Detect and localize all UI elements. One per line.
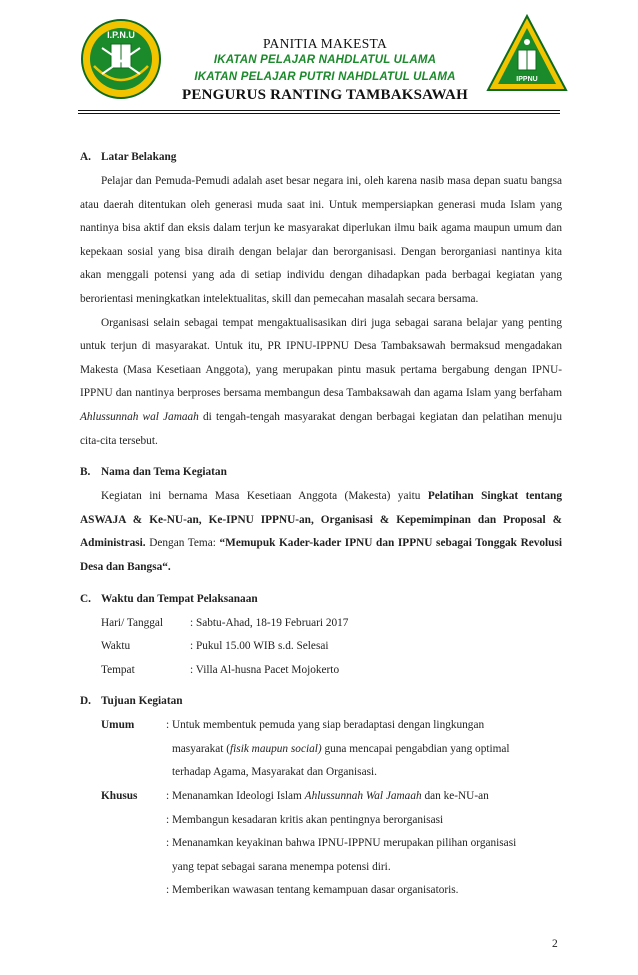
section-c-heading: C. Waktu dan Tempat Pelaksanaan: [80, 592, 258, 605]
objective-general: Umum : Untuk membentuk pemuda yang siap beradaptasi dengan lingkungan: [101, 719, 485, 732]
objective-specific-1: Khusus : Menanamkan Ideologi Islam Ahlussunnah Wal Jamaah dan ke-NU-an: [101, 790, 489, 803]
schedule-row-time: Waktu : Pukul 15.00 WIB s.d. Selesai: [101, 640, 329, 653]
schedule-row-date: Hari/ Tanggal : Sabtu-Ahad, 18-19 Februari 2017: [101, 616, 349, 629]
header-org-ipnu: IKATAN PELAJAR NAHDLATUL ULAMA: [213, 54, 437, 66]
section-b-heading: B. Nama dan Tema Kegiatan: [80, 466, 227, 479]
section-b-paragraph: Kegiatan ini bernama Masa Kesetiaan Anggota (Makesta) yaitu Pelatihan Singkat tentang ASWAJA & Ke-NU-an, Ke-IPNU IPPNU-an, Organisasi & Kepemimpinan dan Proposal & Administrasi. Dengan Tema: “Memupuk Kader-kader IPNU dan IPPNU sebagai Tonggak Revolusi Desa dan Bangsa“.: [80, 490, 562, 573]
logo-right-text: IPPNU: [516, 76, 538, 83]
section-a-heading: A. Latar Belakang: [80, 151, 177, 163]
ippnu-logo: [486, 14, 568, 100]
objective-specific-3-cont: yang tepat sebagai sarana menempa potensi diri.: [172, 860, 391, 873]
ipnu-logo: [80, 18, 162, 100]
section-a-paragraph-2: Organisasi selain sebagai tempat mengaktualisasikan diri juga sebagai sarana belajar yang penting untuk terjun di masyarakat. Untuk itu, PR IPNU-IPPNU Desa Tambaksawah bermaksud mengadakan Makesta (Masa Kesetiaan Anggota), yang merupakan pintu masuk pertama bergabung dengan IPNU-IPPNU dan nantinya berproses bersama membangun desa Tambaksawah dan agama Islam yang berfaham Ahlussunnah wal Jamaah di tengah-tengah masyarakat dengan berbagai kegiatan dan pelatihan menuju cita-cita tersebut.: [80, 316, 562, 447]
objective-specific-4: : Memberikan wawasan tentang kemampuan dasar organisatoris.: [166, 884, 459, 897]
schedule-row-place: Tempat : Villa Al-husna Pacet Mojokerto: [101, 663, 340, 676]
objectives-list: [80, 714, 562, 903]
section-d-heading: D. Tujuan Kegiatan: [80, 695, 183, 708]
page-number: 2: [552, 938, 558, 950]
objective-general-cont-2: terhadap Agama, Masyarakat dan Organisasi.: [172, 766, 377, 779]
letterhead: [160, 35, 490, 105]
objective-specific-2: : Membangun kesadaran kritis akan pentingnya berorganisasi: [166, 813, 444, 826]
objective-general-cont-1: masyarakat (fisik maupun social) guna mencapai pengabdian yang optimal: [172, 742, 510, 755]
logo-left-text: I.P.N.U: [107, 30, 135, 40]
schedule-table: [80, 612, 562, 683]
header-org-ippnu: IKATAN PELAJAR PUTRI NAHDLATUL ULAMA: [194, 71, 456, 83]
header-committee: PANITIA MAKESTA: [262, 36, 388, 51]
header-rule-thick: [78, 110, 560, 111]
objective-specific-3: : Menanamkan keyakinan bahwa IPNU-IPPNU merupakan pilihan organisasi: [166, 837, 517, 850]
header-branch: PENGURUS RANTING TAMBAKSAWAH: [182, 87, 468, 103]
header-rule-thin: [78, 113, 560, 114]
document-body: [80, 148, 562, 903]
section-a-paragraph-1: Pelajar dan Pemuda-Pemudi adalah aset besar negara ini, oleh karena nasib masa depan suatu bangsa atau daerah ditentukan oleh generasi muda saat ini. Untuk mempersiapkan generasi muda Islam yang nantinya bisa aktif dan eksis dalam terjun ke masyarakat diperlukan ilmu baik agama maupun umum dan kepekaan sosial yang bisa diraih dengan belajar dan berorganisasi. Dengan berorganiasi nantinya kita akan menggali potensi yang ada di setiap individu dengan dihadapkan pada berbagai kegiatan yang berorientasi meningkatkan intelektualitas, skill dan pemecahan masalah secara bersama.: [80, 175, 562, 305]
